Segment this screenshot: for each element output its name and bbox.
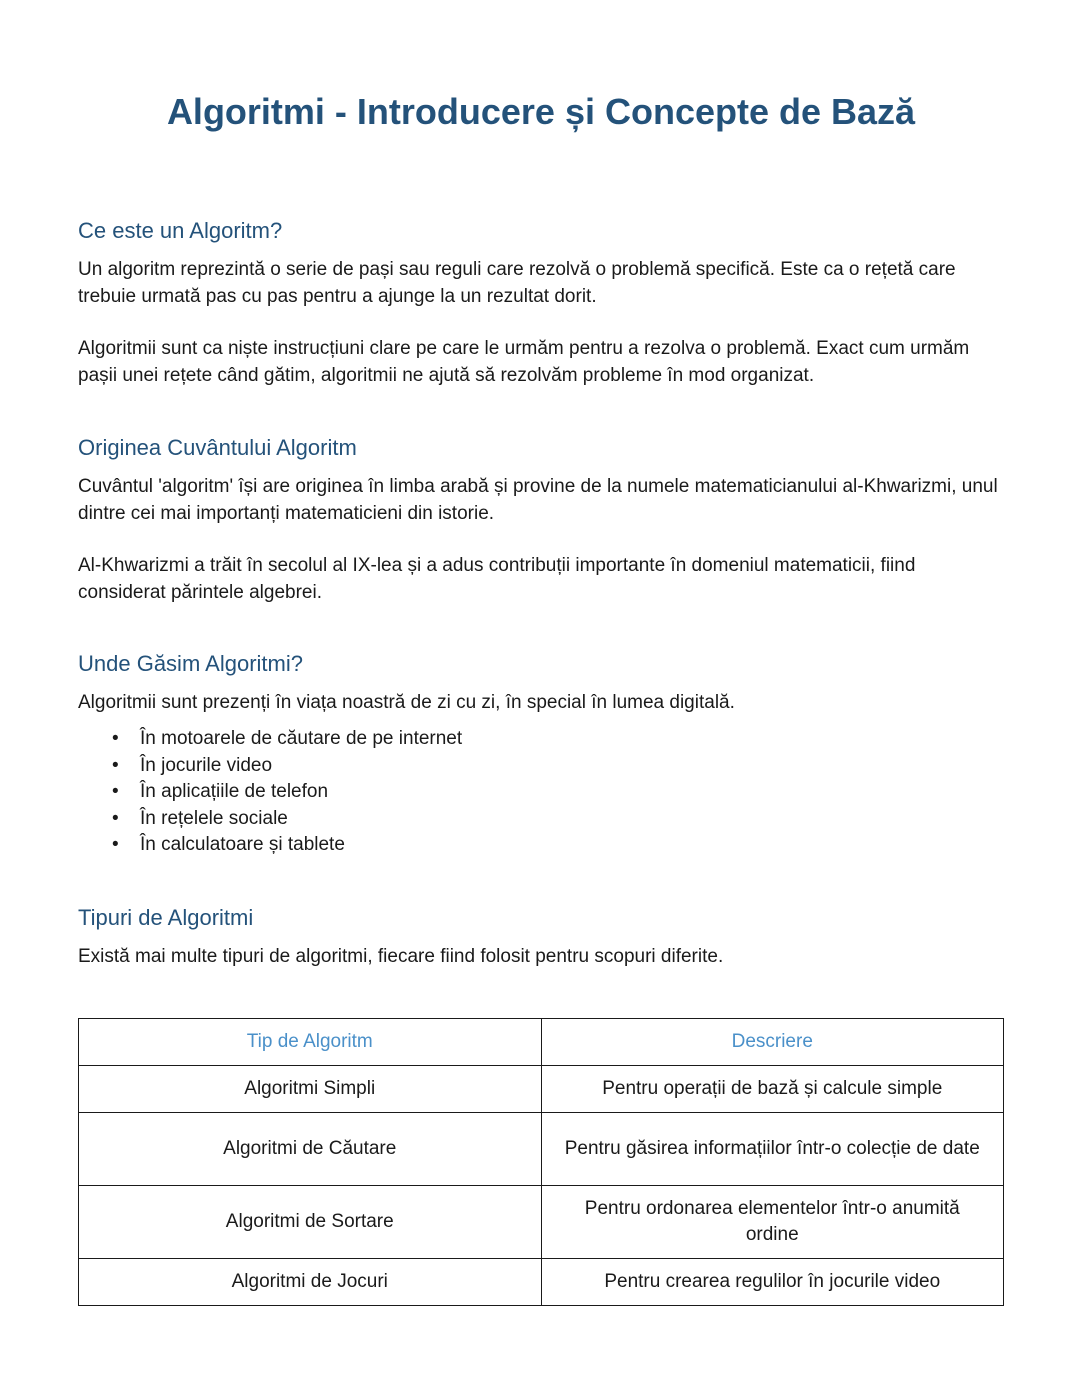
table-cell: Algoritmi de Căutare [79,1113,542,1186]
list-item [112,832,1004,859]
table-cell: Pentru ordonarea elementelor într-o anumită ordine [541,1186,1004,1259]
table-cell: Algoritmi de Jocuri [79,1259,542,1306]
section-heading: Ce este un Algoritm? [78,218,283,243]
table-cell: Pentru operații de bază și calcule simple [541,1066,1004,1113]
list-item [112,779,1004,806]
list-item-text: În rețelele sociale [140,807,288,829]
bullet-icon: • [112,807,119,829]
paragraph: Algoritmii sunt prezenți în viața noastră de zi cu zi, în special în lumea digitală. [78,692,735,713]
bullet-icon: • [112,728,119,749]
bullet-list [78,726,1004,859]
section-heading: Unde Găsim Algoritmi? [78,651,303,676]
list-item-text: În motoarele de căutare de pe internet [140,728,463,749]
list-item-text: În calculatoare și tablete [140,834,345,855]
list-item-text: În jocurile video [140,754,273,776]
table-row [79,1186,1004,1259]
paragraph: Un algoritm reprezintă o serie de pași sau reguli care rezolvă o problemă specifică. Este ca o rețetă care trebuie urmată pas cu pas pentru a ajunge la un rezultat dorit. [78,259,956,307]
algorithm-types-table [78,1018,1004,1306]
table-row [79,1113,1004,1186]
section-algorithm-types [78,903,1004,970]
paragraph: Există mai multe tipuri de algoritmi, fiecare fiind folosit pentru scopuri diferite. [78,946,724,967]
section-heading: Tipuri de Algoritmi [78,905,254,930]
bullet-icon: • [112,754,119,776]
section-what-is-algorithm [78,216,1004,389]
paragraph: Cuvântul 'algoritm' își are originea în limba arabă și provine de la numele matematicianului al-Khwarizmi, unul dintre cei mai importanți matematicieni din istorie. [78,476,998,524]
table-cell: Algoritmi de Sortare [79,1186,542,1259]
table-header-row [79,1019,1004,1066]
page-title: Algoritmi - Introducere și Concepte de Bază [166,91,916,132]
list-item [112,753,1004,780]
column-header-description: Descriere [541,1019,1004,1066]
column-header-type: Tip de Algoritm [79,1019,542,1066]
section-heading: Originea Cuvântului Algoritm [78,435,357,460]
section-where-found [78,649,1004,859]
table-row [79,1259,1004,1306]
paragraph: Algoritmii sunt ca niște instrucțiuni clare pe care le urmăm pentru a rezolva o problemă. Exact cum urmăm pașii unei rețete când gătim, algoritmii ne ajută să rezolvăm probleme în mod organizat. [78,338,970,386]
table-cell: Pentru găsirea informațiilor într-o colecție de date [541,1113,1004,1186]
table-cell: Algoritmi Simpli [79,1066,542,1113]
list-item [112,806,1004,833]
section-word-origin [78,433,1004,606]
table-row [79,1066,1004,1113]
list-item-text: În aplicațiile de telefon [140,781,329,802]
bullet-icon: • [112,834,119,855]
table-cell: Pentru crearea regulilor în jocurile video [541,1259,1004,1306]
list-item [112,726,1004,753]
paragraph: Al-Khwarizmi a trăit în secolul al IX-lea și a adus contribuții importante în domeniul matematicii, fiind considerat părintele algebrei. [78,555,916,603]
bullet-icon: • [112,781,119,802]
